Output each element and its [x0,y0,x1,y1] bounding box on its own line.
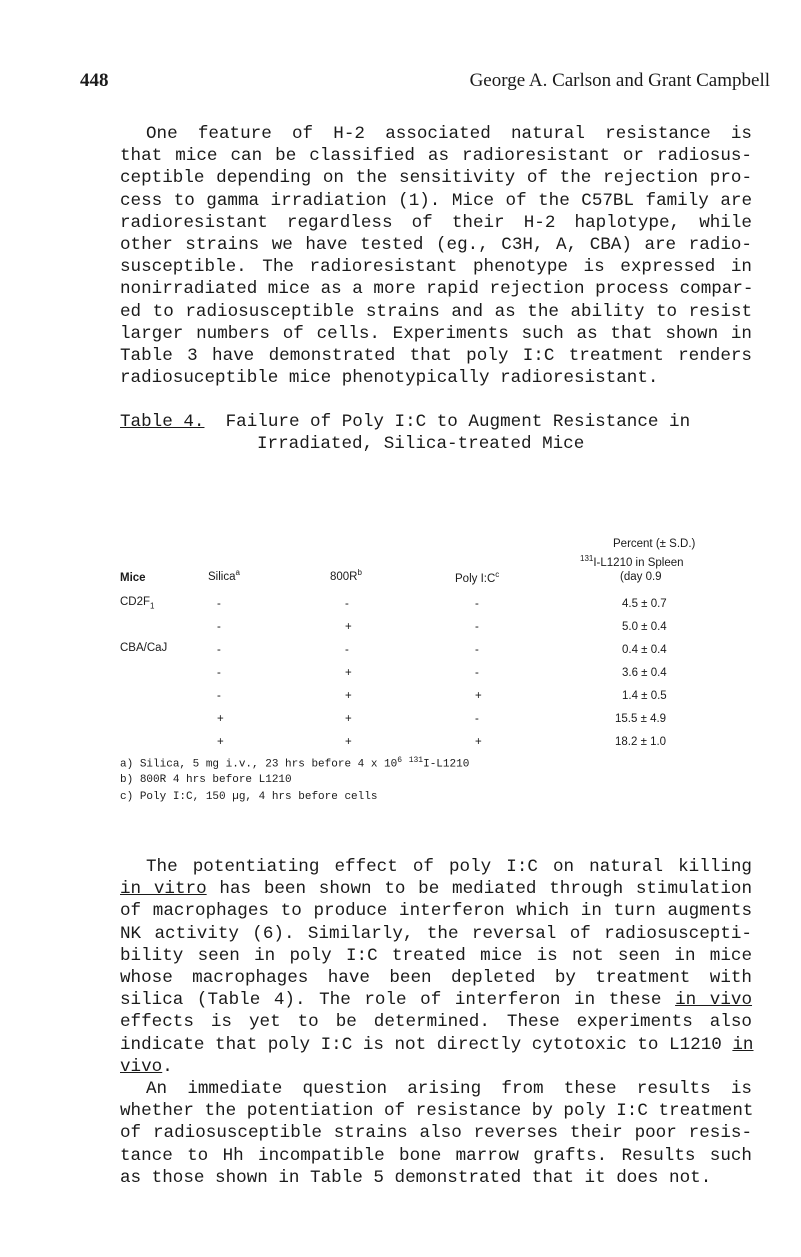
cell-polyic: - [475,644,479,656]
cell-800r: - [345,598,349,610]
text-line: ceptible depending on the sensitivity of the rejection pro- [120,168,752,189]
cell-silica: - [217,621,221,633]
cell-800r: - [345,644,349,656]
text-line: indicate that poly I:C is not directly cytotoxic to L1210 in [120,1034,754,1055]
table-title-line: Failure of Poly I:C to Augment Resistance in [225,412,691,432]
text-line: of macrophages to produce interferon which in turn augments [120,901,752,922]
cell-silica: - [217,690,221,702]
text-line: silica (Table 4). The role of interferon in these in vivo [120,990,753,1011]
table-caption [120,411,690,455]
cell-polyic: - [475,713,479,725]
text-line: whether the potentiation of resistance by poly I:C treatment [120,1101,754,1122]
text-line: An immediate question arising from these results is [146,1079,752,1099]
cell-polyic: - [475,598,479,610]
text-line: other strains we have tested (eg., C3H, A, CBA) are radio- [120,235,752,256]
text-line: whose macrophages have been depleted by treatment with [120,968,752,989]
footnote-b: b) 800R 4 hrs before L1210 [120,774,292,786]
cell-silica: - [217,667,221,679]
text-line: nonirradiated mice as a more rapid rejection process compar- [120,279,754,300]
cell-result: 4.5 ± 0.7 [622,598,667,610]
paragraph-radioresistance [120,123,752,389]
text-line: vivo. [120,1056,173,1077]
cell-result: 0.4 ± 0.4 [622,644,667,656]
data-table [120,538,760,778]
column-header-result-line2: $^{131}$I-L1210 in Spleen [580,554,684,569]
cell-result: 3.6 ± 0.4 [622,667,667,679]
column-header-silica: Silica$^a$ [208,568,240,583]
column-header-polyic: Poly $I:C^c$ [455,570,500,585]
text-line: as those shown in Table 5 demonstrated that it does not. [120,1167,712,1188]
text-line: ed to radiosusceptible strains and as the ability to resist [120,301,752,322]
page-header [80,70,770,100]
column-header-result-line3: (day 0.9 [620,571,662,583]
text-line: susceptible. The radioresistant phenotype is expressed in [120,257,752,278]
text-line: NK activity (6). Similarly, the reversal of radiosuscepti- [120,923,752,944]
text-line: effects is yet to be determined. These experiments also [120,1012,752,1033]
cell-result: 18.2 ± 1.0 [615,736,667,748]
table-title-line: Irradiated, Silica-treated Mice [257,434,585,455]
text-line: of radiosusceptible strains also reverses their poor resis- [120,1123,752,1144]
cell-800r: + [345,713,352,725]
cell-800r: + [345,621,352,633]
footnote-c: c) Poly I:C, 150 µg, 4 hrs before cells [120,791,378,803]
cell-silica: - [217,644,221,656]
text-line: that mice can be classified as radioresistant or radiosus- [120,146,752,167]
cell-silica: + [217,713,224,725]
paragraph-immediate-question [120,1078,752,1189]
cell-result: 5.0 ± 0.4 [622,621,667,633]
strain-label-cbacaj: CBA/CaJ [120,642,168,654]
text-line: radiosuceptible mice phenotypically radioresistant. [120,368,659,389]
cell-polyic: - [475,621,479,633]
text-line: radioresistant regardless of their H-2 haplotype, while [120,212,752,233]
text-line: The potentiating effect of poly I:C on natural killing [146,857,752,877]
cell-result: 1.4 ± 0.5 [622,690,667,702]
text-line: bility seen in poly I:C treated mice is not seen in mice [120,945,752,966]
cell-polyic: - [475,667,479,679]
column-header-result-line1: Percent (± S.D.) [613,538,696,550]
text-line: One feature of H-2 associated natural resistance is [146,124,752,144]
text-line: Table 3 have demonstrated that poly I:C treatment renders [120,346,752,367]
cell-polyic: + [475,736,482,748]
cell-result: 15.5 ± 4.9 [615,713,667,725]
text-line: in vitro has been shown to be mediated through stimulation [120,879,753,900]
footnote-a: a) Silica, 5 mg i.v., 23 hrs before 4 x $10^6$ $^{131}$I-L1210 [120,756,470,771]
cell-polyic: + [475,690,482,702]
paragraph-potentiating-effect [120,856,752,1078]
table-label: Table 4. [120,412,205,432]
cell-800r: + [345,736,352,748]
page-number: 448 [80,70,109,91]
cell-800r: + [345,690,352,702]
cell-800r: + [345,667,352,679]
text-line: larger numbers of cells. Experiments such as that shown in [120,323,752,344]
cell-silica: - [217,598,221,610]
running-head: George A. Carlson and Grant Campbell [469,70,770,91]
text-line: cess to gamma irradiation (1). Mice of the C57BL family are [120,190,752,211]
strain-label-cd2f1: $CD2F_1$ [120,596,155,611]
text-line: tance to Hh incompatible bone marrow grafts. Results such [120,1145,752,1166]
cell-silica: + [217,736,224,748]
column-header-mice: Mice [120,572,146,584]
column-header-800r: $800R^b$ [330,568,362,583]
